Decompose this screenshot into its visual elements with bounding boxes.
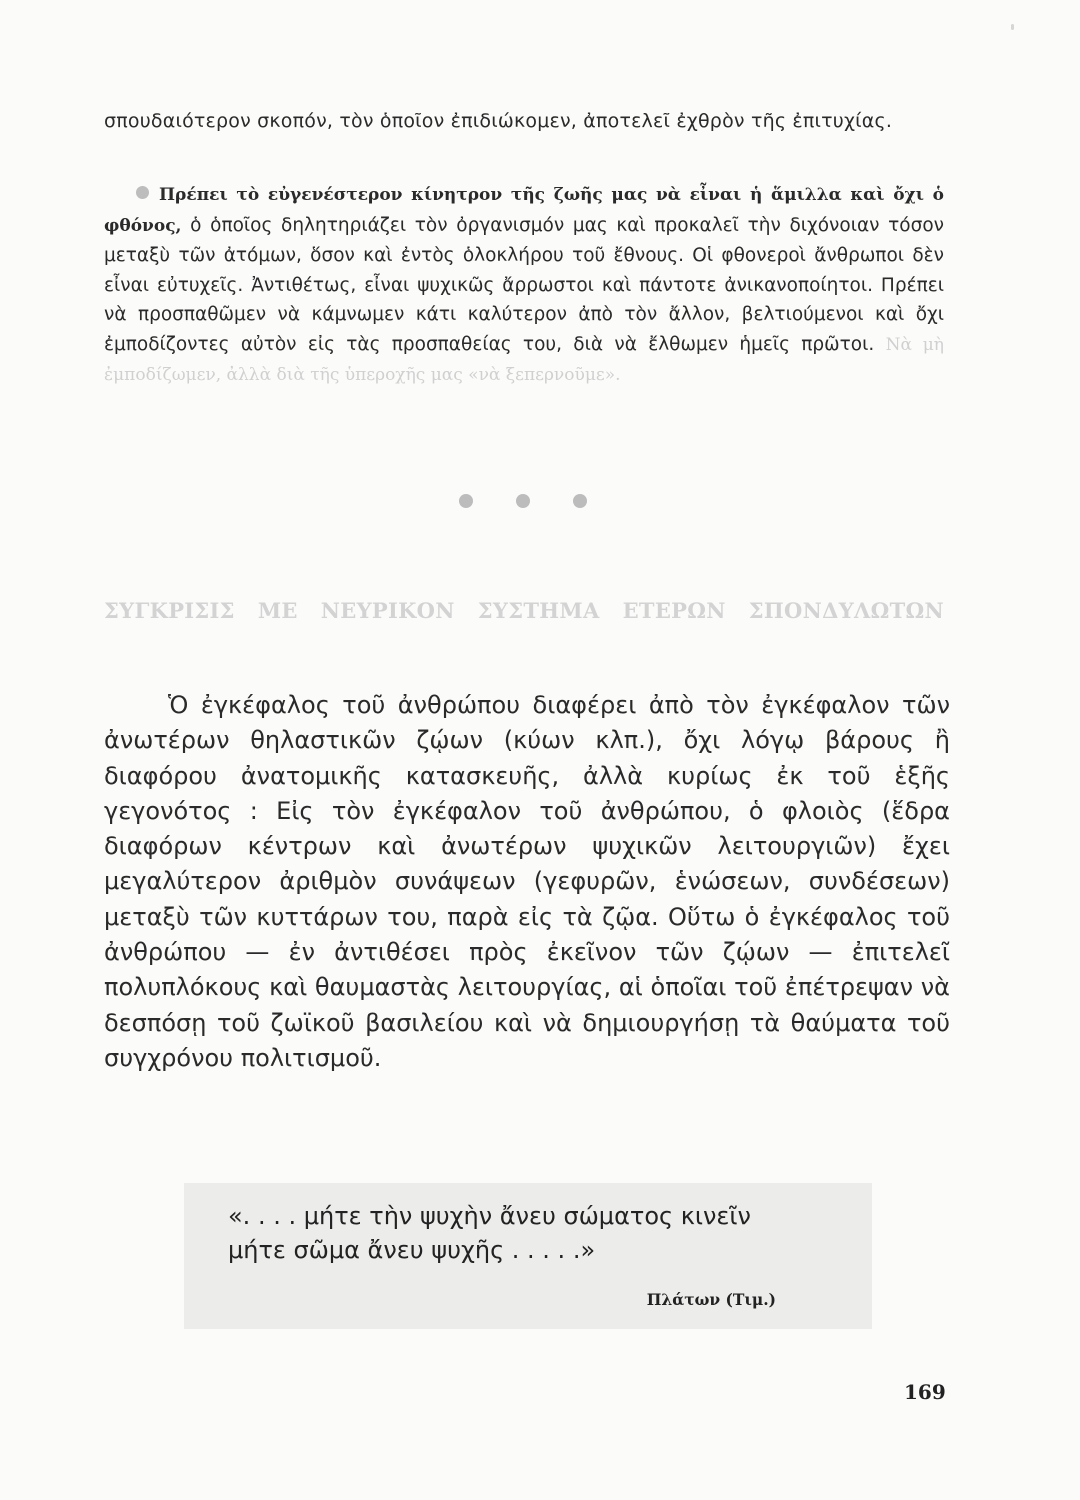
- divider-dot-icon: [459, 494, 473, 508]
- paragraph-faded-tail: Νὰ μὴ ἐμποδίζωμεν, ἀλλὰ διὰ τῆς ὑπεροχῆς μας «νὰ ξεπερνοῦμε».: [104, 334, 944, 385]
- quote-box: [184, 1183, 872, 1329]
- continuation-line: σπουδαιότερον σκοπόν, τὸν ὁποῖον ἐπιδιώκομεν, ἀποτελεῖ ἐχθρὸν τῆς ἐπιτυχίας.: [104, 110, 893, 132]
- page-number: 169: [904, 1380, 946, 1404]
- section-heading: ΣΥΓΚΡΙΣΙΣ ΜΕ ΝΕΥΡΙΚΟΝ ΣΥΣΤΗΜΑ ΕΤΕΡΩΝ ΣΠΟΝΔΥΛΩΤΩΝ: [104, 598, 944, 623]
- quote-author: Πλάτων (Τιμ.): [646, 1290, 776, 1309]
- quote-text: [228, 1199, 751, 1267]
- phthonos-paragraph: [104, 180, 944, 391]
- section-divider: [459, 494, 587, 508]
- bullet-icon: [136, 186, 149, 199]
- divider-dot-icon: [516, 494, 530, 508]
- paragraph-bold-lead: Πρέπει τὸ εὐγενέστερον κίνητρον τῆς ζωῆς μας νὰ εἶναι ἡ ἅμιλλα καὶ ὄχι ὁ φθόνος,: [104, 185, 944, 236]
- brain-comparison-paragraph: Ὁ ἐγκέφαλος τοῦ ἀνθρώπου διαφέρει ἀπὸ τὸν ἐγκέφαλον τῶν ἀνωτέρων θηλαστικῶν ζῴων (κύων κλπ.), ὄχι λόγῳ βάρους ἢ διαφόρου ἀνατομικῆς κατασκευῆς, ἀλλὰ κυρίως ἐκ τοῦ ἑξῆς γεγονότος : Εἰς τὸν ἐγκέφαλον τοῦ ἀνθρώπου, ὁ φλοιὸς (ἕδρα διαφόρων κέντρων καὶ ἀνωτέρων ψυχικῶν λειτουργιῶν) ἔχει μεγαλύτερον ἀριθμὸν συνάψεων (γεφυρῶν, ἑνώσεων, συνδέσεων) μεταξὺ τῶν κυττάρων του, παρὰ εἰς τὰ ζῷα. Οὕτω ὁ ἐγκέφαλος τοῦ ἀνθρώπου — ἐν ἀντιθέσει πρὸς ἐκεῖνον τῶν ζῴων — ἐπιτελεῖ πολυπλόκους καὶ θαυμαστὰς λειτουργίας, αἱ ὁποῖαι τοῦ ἐπέτρεψαν νὰ δεσπόσῃ τοῦ ζωϊκοῦ βασιλείου καὶ νὰ δημιουργήσῃ τὰ θαύματα τοῦ συγχρόνου πολιτισμοῦ.: [104, 691, 950, 1072]
- paragraph-body: ὁ ὁποῖος δηλητηριάζει τὸν ὀργανισμόν μας καὶ προκαλεῖ τὴν διχόνοιαν τόσον μεταξὺ τῶν ἀτόμων, ὅσον καὶ ἐντὸς ὁλοκλήρου τοῦ ἔθνους. Οἱ φθονεροὶ ἄνθρωποι δὲν εἶναι εὐτυχεῖς. Ἀντιθέτως, εἶναι ψυχικῶς ἄρρωστοι καὶ πάντοτε ἀνικανοποίητοι. Πρέπει νὰ προσπαθῶμεν νὰ κάμνωμεν κάτι καλύτερον ἀπὸ τὸν ἄλλον, βελτιούμενοι καὶ ὄχι ἐμποδίζοντες αὐτὸν εἰς τὰς προσπαθείας του, διὰ νὰ ἔλθωμεν ἡμεῖς πρῶτοι.: [104, 214, 944, 355]
- quote-line-2: μήτε σῶμα ἄνευ ψυχῆς . . . . .»: [228, 1236, 596, 1264]
- quote-line-1: «. . . . μήτε τὴν ψυχὴν ἄνευ σώματος κινεῖν: [228, 1202, 751, 1230]
- scan-speck: [1011, 24, 1014, 30]
- divider-dot-icon: [573, 494, 587, 508]
